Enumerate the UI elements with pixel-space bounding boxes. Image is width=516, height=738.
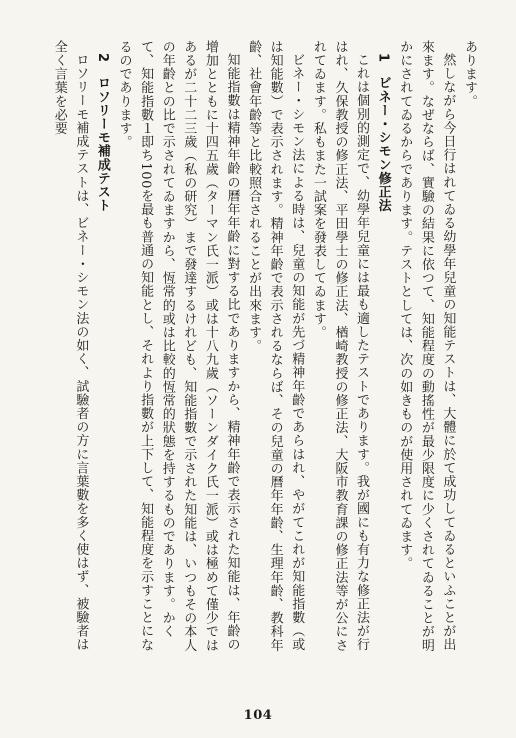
section-title: ロソリーモ補成テスト [94,76,110,213]
body-paragraph: ロソリーモ補成テストは、ビネー・シモン法の如く、試驗者の方に言葉數を多く使はず、被驗者は全く言葉を必要 [51,40,89,652]
section-title: ビネー・シモン修正法 [375,76,391,213]
section-heading [372,40,394,652]
body-paragraph: これは個別的測定で、幼學年兒童には最も適したテストであります。我が國にも有力な修正法が行はれ、久保教授の修正法、平田學士の修正法、楢崎教授の修正法、大阪市教育課の修正法等が公にされてゐます。私もまた一試案を發表してゐます。 [310,40,370,652]
section-number: 2 [94,53,110,63]
vertical-text-body [36,40,480,652]
body-paragraph: 知能指數は精神年齡の曆年年齡に對する比でありますから、精神年齡で表示された知能は、年齡の增加とともに十四五歲（ターマン氏一派）或は十八九歲（ソーンダイク氏一派）或は極めて僅少ではあるが二十二三歲（私の研究）まで發達するけれども、知能指數で示された知能は、いつもその本人の年齡との比で示されてゐますから、恆常的或は比較的恆常的狀態を持するものであります。かくて、知能指數１即ち100を最も普通の知能とし、それより指數が上下して、知能程度を示すことになるのであります。 [116,40,240,652]
section-heading [91,40,113,652]
body-paragraph: 然しながら今日行はれてゐる幼學年兒童の知能テストは、大體に於て成功してゐるといふことが出來ます。なぜならば、實驗の結果に依つて、知能程度の動搖性が最少限度に少くされてゐることが明かにされてゐるからであります。テストとしては、次の如きものが使用されてゐます。 [397,40,456,652]
body-paragraph: あります。 [462,40,477,108]
page-number: 104 [243,708,273,723]
body-paragraph: ビネー・シモン法による時は、兒童の知能が先づ精神年齡であらはれ、やがてこれが知能指數（或は知能數）で表示されます。精神年齡で表示されるならば、その兒童の曆年年齡、生理年齡、教科年齡、社會年齡等と比較照合されることが出來ます。 [246,40,305,652]
section-number: 1 [375,53,391,63]
